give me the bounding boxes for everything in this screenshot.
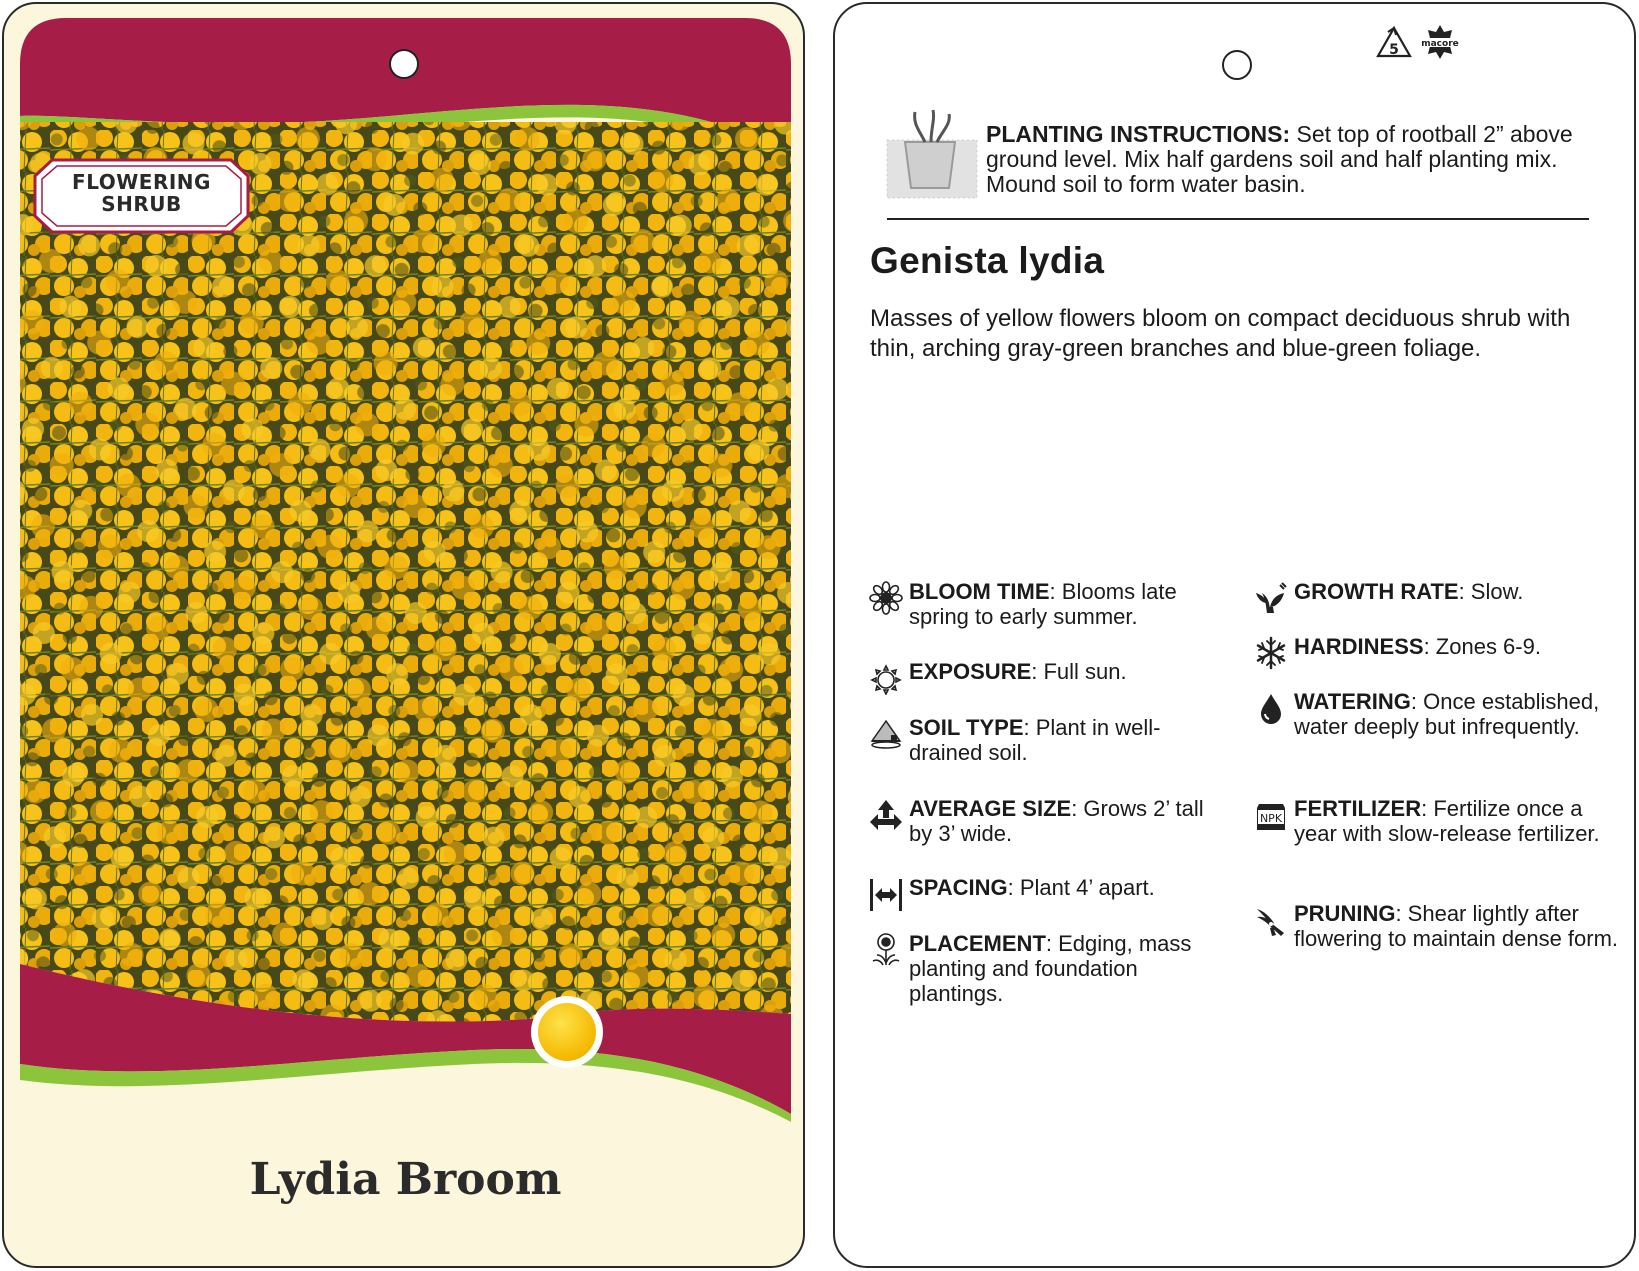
front-tag bbox=[2, 2, 805, 1268]
hang-hole bbox=[389, 49, 419, 79]
potted-plant-icon bbox=[885, 108, 980, 200]
svg-text:5: 5 bbox=[1389, 42, 1399, 58]
svg-text:macore: macore bbox=[1421, 39, 1459, 49]
soil-icon bbox=[869, 717, 903, 751]
water-drop-icon bbox=[1254, 691, 1288, 725]
back-tag: 5 macore PLANTING INSTRUCTIONS: Set top of rootball 2” above ground level. Mix half gardens soil and half planting mix. Mound soil to form water basin. Genista lydia Masses of yellow flowers bloom on compact deciduous shrub with thin, arching gray-green branches and blue-green foliage. BLOOM TIME: Blooms late spring to early summer. EXPOSURE: Full sun. SOIL TYPE: Plant in well-drained soil. AVERAGE SIZE: Grows 2’ tall by 3’ wide. SPACING: Plant 4’ apart. PLACEMENT: Edging, mass planting and foundation plantings. GROWTH RATE: Slow. HARDINESS: Zones 6-9. WATERING: Once established, water deeply but infrequently. NPK FERTILIZER: Fertilize once a year with slow-release fertilizer. PRUNING: Shear lightly after flowering to maintain dense form. bbox=[833, 2, 1636, 1268]
planting-instructions bbox=[885, 104, 1585, 204]
spacing-icon bbox=[869, 877, 903, 911]
pruning-shears-icon bbox=[1254, 903, 1288, 937]
fertilizer-icon bbox=[1254, 798, 1288, 832]
planting-text: Set top of rootball 2” above ground level. Mix half gardens soil and half planting mix. Mound soil to form water basin. bbox=[986, 121, 1573, 197]
planting-label: PLANTING INSTRUCTIONS: bbox=[986, 121, 1291, 147]
category-badge-label: FLOWERING SHRUB bbox=[72, 170, 211, 216]
snowflake-icon bbox=[1254, 636, 1288, 670]
recycling-logos bbox=[1372, 22, 1472, 68]
placement-icon bbox=[869, 933, 903, 967]
recycle-icon bbox=[1378, 28, 1410, 58]
sprout-icon bbox=[1254, 581, 1288, 615]
sun-icon bbox=[869, 661, 903, 695]
plant-description: Masses of yellow flowers bloom on compact deciduous shrub with thin, arching gray-green branches and blue-green foliage. bbox=[870, 305, 1571, 362]
species-name: Genista lydia bbox=[870, 240, 1105, 281]
svg-text:NPK: NPK bbox=[1259, 812, 1283, 825]
divider bbox=[887, 218, 1589, 220]
size-arrows-icon bbox=[869, 798, 903, 832]
brand-logo bbox=[1421, 25, 1459, 59]
flower-color-swatch bbox=[531, 996, 603, 1068]
hang-hole bbox=[1222, 50, 1252, 80]
flower-icon bbox=[869, 581, 903, 615]
common-name: Lydia Broom bbox=[249, 1154, 562, 1205]
